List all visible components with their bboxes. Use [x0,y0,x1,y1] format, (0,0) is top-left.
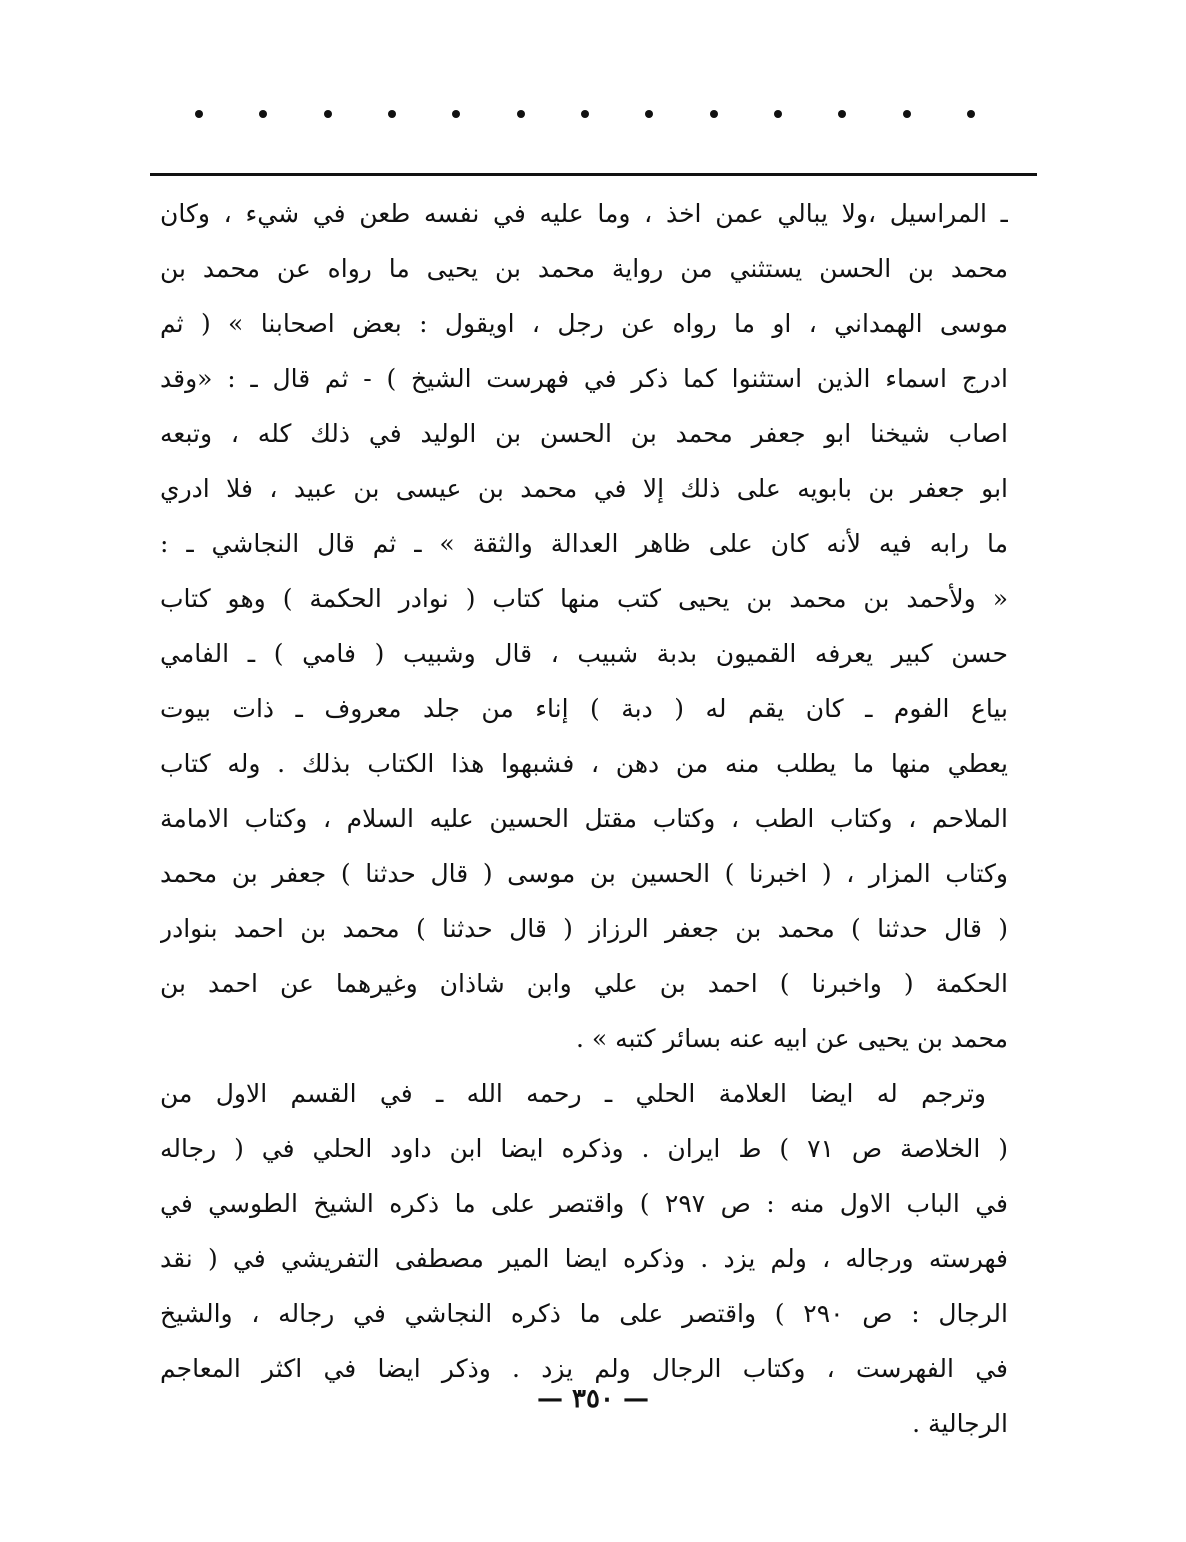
text-line: ( قال حدثنا ) محمد بن جعفر الرزاز ( قال حدثنا ) محمد بن احمد بنوادر [160,914,1008,943]
paragraph-1 [160,186,1008,1066]
ornament-dot [388,110,396,118]
text-line: فهرسته ورجاله ، ولم يزد . وذكره ايضا المير مصطفى التفريشي في ( نقد [160,1244,1008,1273]
text-line: في الباب الاول منه : ص ٢٩٧ ) واقتصر على ما ذكره الشيخ الطوسي في [160,1189,1008,1218]
ornament-dot [838,110,846,118]
text-line: ما رابه فيه لأنه كان على ظاهر العدالة والثقة » ـ ثم قال النجاشي ـ : [160,529,1008,558]
ornament-dot [710,110,718,118]
text-line: موسى الهمداني ، او ما رواه عن رجل ، اويقول : بعض اصحابنا » ( ثم [160,309,1008,338]
text-line: يعطي منها ما يطلب منه من دهن ، فشبهوا هذا الكتاب بذلك . وله كتاب [160,749,1008,778]
text-line: « ولأحمد بن محمد بن يحيى كتب منها كتاب ( نوادر الحكمة ) وهو كتاب [160,584,1008,613]
text-line: ابو جعفر بن بابويه على ذلك إلا في محمد بن عيسى بن عبيد ، فلا ادري [160,474,1008,503]
ornament-dot [517,110,525,118]
ornament-dots-row [195,110,975,118]
ornament-dot [195,110,203,118]
text-line: حسن كبير يعرفه القميون بدبة شبيب ، قال وشبيب ( فامي ) ـ الفامي [160,639,1008,668]
ornament-dot [324,110,332,118]
ornament-dot [903,110,911,118]
text-line: في الفهرست ، وكتاب الرجال ولم يزد . وذكر ايضا في اكثر المعاجم [160,1354,1008,1383]
text-line: الحكمة ( واخبرنا ) احمد بن علي وابن شاذان وغيرهما عن احمد بن [160,969,1008,998]
body-text [160,186,1008,1451]
ornament-dot [581,110,589,118]
ornament-dot [967,110,975,118]
text-line: الملاحم ، وكتاب الطب ، وكتاب مقتل الحسين عليه السلام ، وكتاب الامامة [160,804,1008,833]
ornament-dot [774,110,782,118]
text-line: وترجم له ايضا العلامة الحلي ـ رحمه الله ـ في القسم الاول من [160,1079,986,1108]
text-line: الرجال : ص ٢٩٠ ) واقتصر على ما ذكره النجاشي في رجاله ، والشيخ [160,1299,1008,1328]
text-line: اصاب شيخنا ابو جعفر محمد بن الحسن بن الوليد في ذلك كله ، وتبعه [160,419,1008,448]
ornament-dot [645,110,653,118]
text-line: الرجالية . [912,1409,1008,1438]
text-line: محمد بن يحيى عن ابيه عنه بسائر كتبه » . [575,1024,1008,1053]
text-line: ـ المراسيل ،ولا يبالي عمن اخذ ، وما عليه في نفسه طعن في شيء ، وكان [160,199,1008,228]
text-line: وكتاب المزار ، ( اخبرنا ) الحسين بن موسى ( قال حدثنا ) جعفر بن محمد [160,859,1008,888]
text-line: محمد بن الحسن يستثني من رواية محمد بن يحيى ما رواه عن محمد بن [160,254,1008,283]
ornament-dot [259,110,267,118]
text-line: ( الخلاصة ص ٧١ ) ط ايران . وذكره ايضا ابن داود الحلي في ( رجاله [160,1134,1008,1163]
text-line: ادرج اسماء الذين استثنوا كما ذكر في فهرست الشيخ ) - ثم قال ـ : «وقد [160,364,1008,393]
page-number: — ٣٥٠ — [536,1384,650,1414]
text-line: بياع الفوم ـ كان يقم له ( دبة ) إناء من جلد معروف ـ ذات بيوت [160,694,1008,723]
header-rule [150,173,1037,176]
ornament-dot [452,110,460,118]
